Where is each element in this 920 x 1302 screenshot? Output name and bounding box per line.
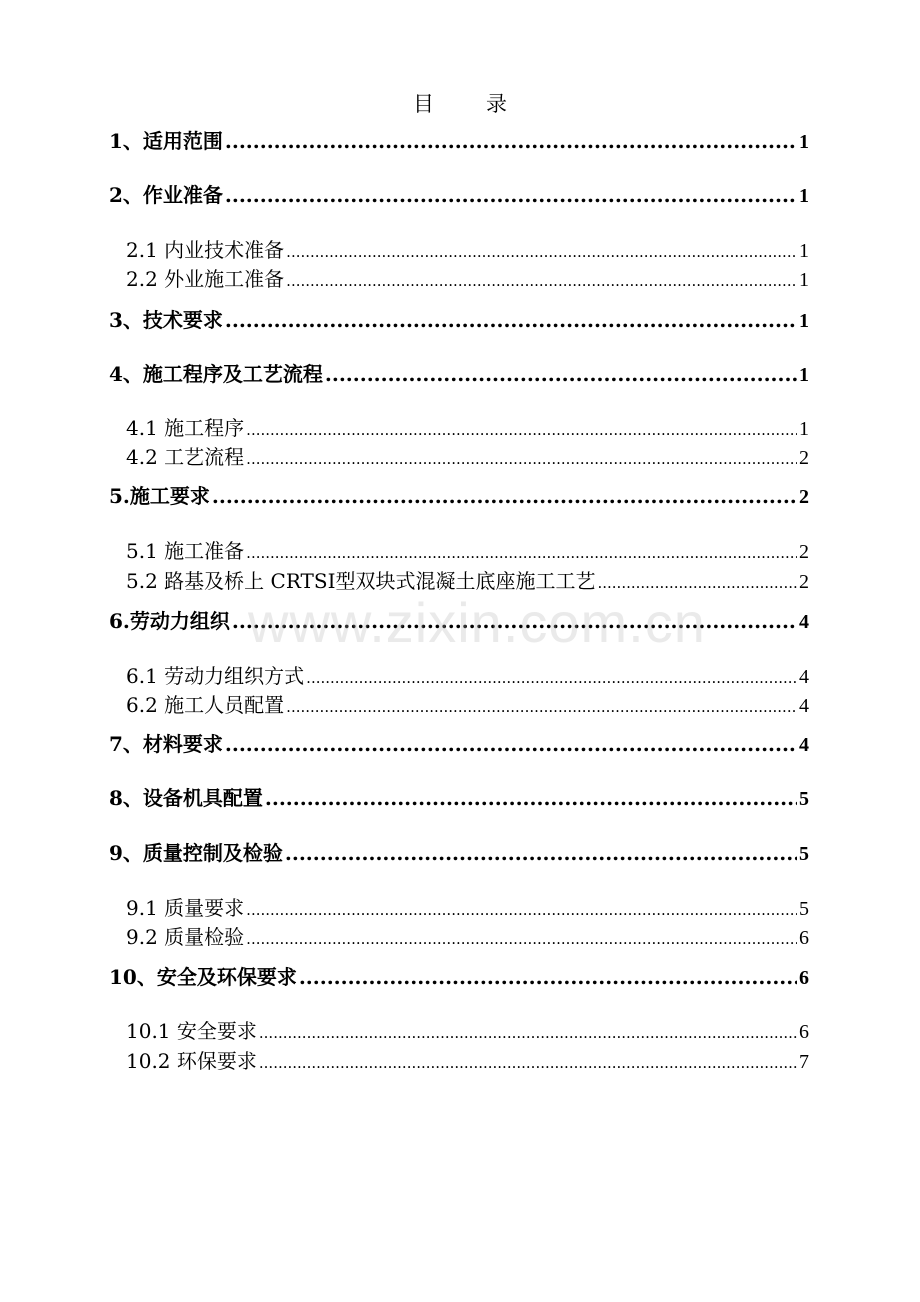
toc-entry-label: 5.2 路基及桥上 CRTSⅠ型双块式混凝土底座施工工艺 (126, 569, 596, 593)
toc-dot-leader (597, 567, 797, 597)
toc-subentry[interactable] (126, 236, 809, 264)
toc-entry-label: 10.2 环保要求 (126, 1049, 257, 1073)
toc-entry-page: 1 (799, 131, 809, 153)
toc-entry-label: 2.1 内业技术准备 (126, 238, 285, 262)
toc-entry-label: 4、施工程序及工艺流程 (109, 362, 323, 386)
toc-entry-label: 6.劳动力组织 (109, 609, 230, 633)
toc-dot-leader (285, 839, 797, 867)
toc-subentry[interactable] (126, 923, 809, 951)
toc-dot-leader (299, 963, 797, 991)
toc-entry-page: 2 (799, 571, 809, 593)
toc-entry-label: 7、材料要求 (109, 732, 223, 756)
toc-entry-page: 1 (799, 310, 809, 332)
toc-entry-label: 9.1 质量要求 (126, 896, 245, 920)
toc-entry-label: 1、适用范围 (109, 129, 223, 153)
toc-entry-label: 8、设备机具配置 (109, 786, 263, 810)
toc-subentry[interactable] (126, 1047, 809, 1075)
toc-dot-leader (225, 306, 797, 334)
toc-dot-leader (246, 923, 797, 953)
toc-entry-page: 4 (799, 734, 809, 756)
toc-entry-label: 4.1 施工程序 (126, 416, 245, 440)
toc-entry-page: 1 (799, 269, 809, 291)
toc-dot-leader (225, 127, 797, 155)
toc-entry-page: 4 (799, 695, 809, 717)
toc-entry-label: 2、作业准备 (109, 183, 223, 207)
toc-dot-leader (225, 730, 797, 758)
toc-entry-page: 1 (799, 185, 809, 207)
toc-entry-label: 6.2 施工人员配置 (126, 693, 285, 717)
toc-dot-leader (225, 181, 797, 209)
toc-entry-label: 10.1 安全要求 (126, 1019, 257, 1043)
toc-entry-page: 6 (799, 967, 809, 989)
toc-subentry[interactable] (126, 537, 809, 565)
toc-entry-page: 1 (799, 364, 809, 386)
toc-entry[interactable] (109, 607, 809, 635)
toc-dot-leader (325, 360, 797, 388)
toc-dot-leader (212, 482, 797, 510)
toc-entry-page: 2 (799, 541, 809, 563)
toc-entry[interactable] (109, 360, 809, 388)
toc-entry[interactable] (109, 839, 809, 867)
toc-dot-leader (246, 537, 797, 567)
toc-dot-leader (265, 784, 797, 812)
toc-entry-page: 7 (799, 1051, 809, 1073)
toc-dot-leader (246, 894, 797, 924)
toc-entry-label: 5.施工要求 (109, 484, 210, 508)
toc-entry-page: 2 (799, 447, 809, 469)
toc-entry-page: 5 (799, 898, 809, 920)
toc-subentry[interactable] (126, 662, 809, 690)
toc-subentry[interactable] (126, 414, 809, 442)
toc-entry-page: 4 (799, 611, 809, 633)
toc-entry-page: 2 (799, 486, 809, 508)
watermark-text: www.zixin.com.cn (248, 591, 706, 654)
toc-entry-label: 6.1 劳动力组织方式 (126, 664, 305, 688)
toc-entry-label: 9、质量控制及检验 (109, 841, 283, 865)
toc-dot-leader (232, 607, 797, 635)
toc-title-right: 录 (486, 92, 507, 116)
toc-dot-leader (246, 443, 797, 473)
toc-subentry[interactable] (126, 894, 809, 922)
toc-dot-leader (286, 236, 797, 266)
toc-entry[interactable] (109, 730, 809, 758)
toc-entry-page: 6 (799, 927, 809, 949)
toc-entry[interactable] (109, 963, 809, 991)
toc-dot-leader (246, 414, 797, 444)
toc-title-left: 目 (413, 92, 434, 116)
toc-entry[interactable] (109, 127, 809, 155)
toc-subentry[interactable] (126, 443, 809, 471)
toc-entry-label: 3、技术要求 (109, 308, 223, 332)
toc-entry-page: 1 (799, 240, 809, 262)
toc-entry[interactable] (109, 482, 809, 510)
toc-entry-page: 5 (799, 788, 809, 810)
toc-entry-page: 1 (799, 418, 809, 440)
toc-entry-label: 10、安全及环保要求 (109, 965, 297, 989)
toc-dot-leader (306, 662, 797, 692)
toc-dot-leader (286, 265, 797, 295)
toc-entry-page: 6 (799, 1021, 809, 1043)
toc-subentry[interactable] (126, 1017, 809, 1045)
toc-subentry[interactable] (126, 691, 809, 719)
toc-entry[interactable] (109, 181, 809, 209)
toc-entry[interactable] (109, 784, 809, 812)
toc-entry-label: 2.2 外业施工准备 (126, 267, 285, 291)
toc-subentry[interactable] (126, 567, 809, 595)
toc-entry-page: 4 (799, 666, 809, 688)
toc-dot-leader (259, 1047, 797, 1077)
toc-dot-leader (286, 691, 797, 721)
toc-subentry[interactable] (126, 265, 809, 293)
toc-entry-page: 5 (799, 843, 809, 865)
toc-dot-leader (259, 1017, 797, 1047)
toc-entry[interactable] (109, 306, 809, 334)
toc-entry-label: 4.2 工艺流程 (126, 445, 245, 469)
toc-entry-label: 9.2 质量检验 (126, 925, 245, 949)
toc-entry-label: 5.1 施工准备 (126, 539, 245, 563)
